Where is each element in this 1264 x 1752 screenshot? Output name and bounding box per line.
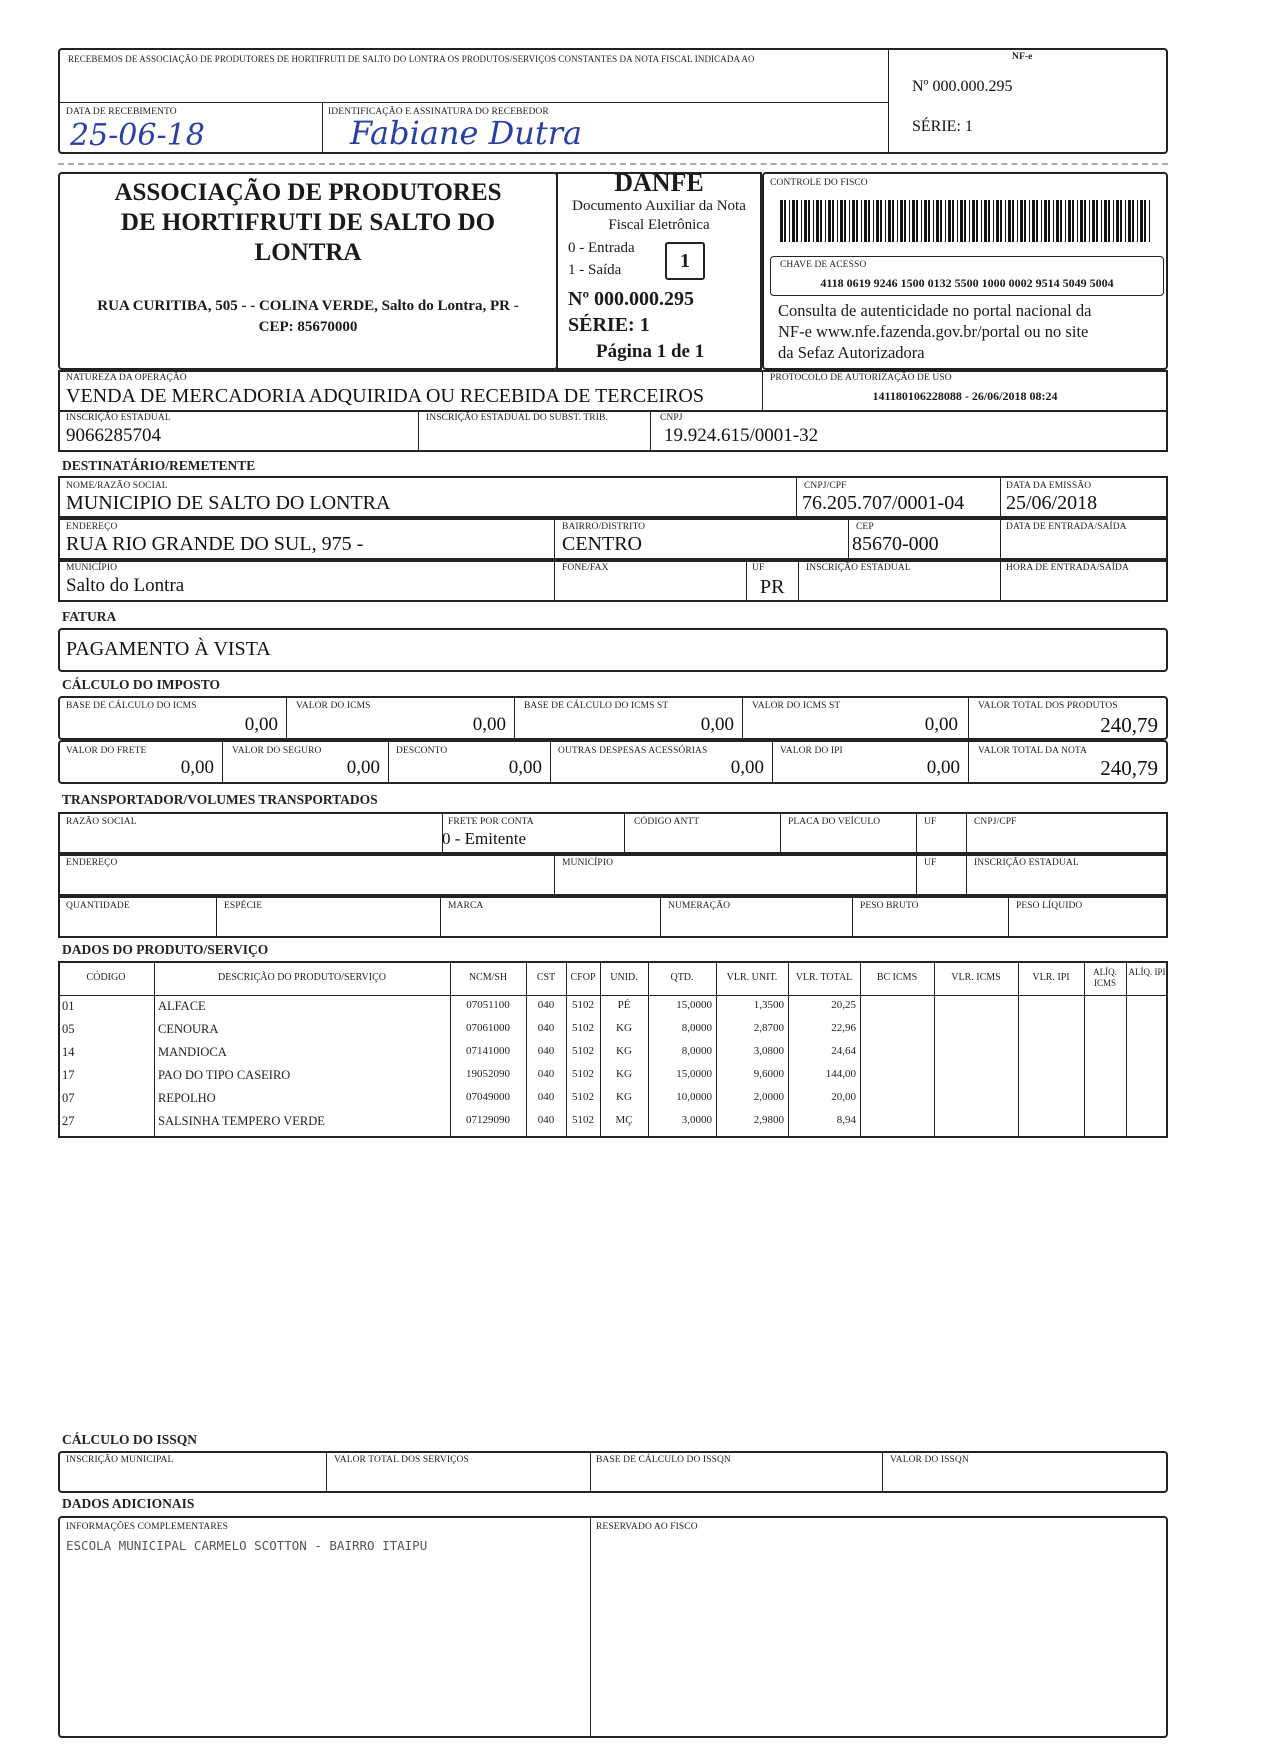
natureza-value: VENDA DE MERCADORIA ADQUIRIDA OU RECEBIDA DE TERCEIROS <box>66 385 704 407</box>
table-header: ALÍQ. IPI <box>1128 967 1166 977</box>
info-value: ESCOLA MUNICIPAL CARMELO SCOTTON - BAIRRO ITAIPU <box>66 1538 428 1553</box>
barcode-bar <box>1032 200 1035 242</box>
table-cell-unit: 2,0000 <box>753 1091 784 1103</box>
barcode-bar <box>1149 200 1150 242</box>
table-cell-cfop: 5102 <box>572 1045 594 1057</box>
barcode-bar <box>1048 200 1050 242</box>
table-cell-unit: 9,6000 <box>753 1068 784 1080</box>
barcode-bar <box>1008 200 1011 242</box>
cnpj-label: CNPJ <box>660 413 683 423</box>
canhoto-numero: Nº 000.000.295 <box>912 78 1013 95</box>
base-icms-st-value: 0,00 <box>700 714 734 735</box>
consulta-text: Consulta de autenticidade no portal nacional da NF-e www.nfe.fazenda.gov.br/portal ou no site da Sefaz Autorizadora <box>778 301 1092 362</box>
dest-nome-label: NOME/RAZÃO SOCIAL <box>66 481 168 491</box>
table-cell-qtd: 15,0000 <box>676 999 712 1011</box>
table-cell-unid: MÇ <box>615 1114 633 1126</box>
barcode-bar <box>1140 200 1143 242</box>
transp-peso-liquido-label: PESO LÍQUIDO <box>1016 901 1083 911</box>
table-header: VLR. IPI <box>1032 972 1070 983</box>
barcode-bar <box>856 200 858 242</box>
barcode-bar <box>820 200 822 242</box>
danfe-title: DANFE <box>614 168 704 197</box>
table-cell-descricao: CENOURA <box>158 1022 219 1036</box>
table-cell-descricao: PAO DO TIPO CASEIRO <box>158 1068 291 1082</box>
issqn-im-label: INSCRIÇÃO MUNICIPAL <box>66 1455 174 1465</box>
table-cell-cfop: 5102 <box>572 1091 594 1103</box>
table-header: VLR. UNIT. <box>726 972 778 983</box>
fatura-section: FATURA <box>62 609 117 624</box>
barcode-bar <box>796 200 798 242</box>
transp-frete-label: FRETE POR CONTA <box>448 817 534 827</box>
table-cell-cst: 040 <box>537 1045 555 1057</box>
barcode-bar <box>1072 200 1074 242</box>
barcode-bar <box>1077 200 1078 242</box>
dest-municipio-label: MUNICÍPIO <box>66 563 118 573</box>
barcode-bar <box>1044 200 1047 242</box>
table-header: VLR. ICMS <box>951 972 1001 983</box>
seguro-label: VALOR DO SEGURO <box>232 746 322 756</box>
table-header: DESCRIÇÃO DO PRODUTO/SERVIÇO <box>218 972 386 983</box>
barcode-bar <box>972 200 975 242</box>
table-cell-total: 24,64 <box>831 1045 856 1057</box>
danfe-numero: Nº 000.000.295 <box>568 288 695 310</box>
desconto-value: 0,00 <box>508 757 542 778</box>
barcode-bar <box>1092 200 1095 242</box>
barcode-bar <box>1005 200 1006 242</box>
table-cell-ncm: 07061000 <box>466 1022 510 1034</box>
barcode-bar <box>1000 200 1002 242</box>
barcode-bar <box>1108 200 1110 242</box>
table-header: CFOP <box>570 972 596 983</box>
barcode-bar <box>936 200 939 242</box>
table-cell-descricao: REPOLHO <box>158 1091 216 1105</box>
barcode-bar <box>1029 200 1030 242</box>
table-cell-unid: KG <box>616 1068 632 1080</box>
table-header: BC ICMS <box>876 972 918 983</box>
table-cell-ncm: 07141000 <box>466 1045 510 1057</box>
barcode-bar <box>993 200 994 242</box>
produtos-section: DADOS DO PRODUTO/SERVIÇO <box>62 942 269 957</box>
barcode-bar <box>933 200 934 242</box>
barcode-bar <box>832 200 834 242</box>
barcode-bar <box>945 200 946 242</box>
total-produtos-label: VALOR TOTAL DOS PRODUTOS <box>978 701 1118 711</box>
barcode-bar <box>924 200 927 242</box>
barcode-bar <box>981 200 982 242</box>
dest-cnpj: 76.205.707/0001-04 <box>802 492 965 514</box>
desconto-label: DESCONTO <box>396 746 448 756</box>
valor-ipi-label: VALOR DO IPI <box>780 746 843 756</box>
total-produtos-value: 240,79 <box>1100 713 1158 737</box>
table-cell-cfop: 5102 <box>572 999 594 1011</box>
reservado-label: RESERVADO AO FISCO <box>596 1522 698 1532</box>
info-label: INFORMAÇÕES COMPLEMENTARES <box>66 1522 229 1532</box>
table-header: CST <box>536 972 556 983</box>
total-nota-label: VALOR TOTAL DA NOTA <box>978 746 1088 756</box>
ie-st-label: INSCRIÇÃO ESTADUAL DO SUBST. TRIB. <box>426 413 608 423</box>
dest-hora-label: HORA DE ENTRADA/SAÍDA <box>1006 563 1129 573</box>
protocolo-label: PROTOCOLO DE AUTORIZAÇÃO DE USO <box>770 373 952 383</box>
valor-icms-st-label: VALOR DO ICMS ST <box>752 701 841 711</box>
barcode-bar <box>1060 200 1062 242</box>
danfe-pagina: Página 1 de 1 <box>596 341 705 362</box>
table-cell-ncm: 19052090 <box>466 1068 510 1080</box>
ie-value: 9066285704 <box>66 425 161 446</box>
data-recebimento-value[interactable]: 25-06-18 <box>70 118 205 153</box>
dest-ie-label: INSCRIÇÃO ESTADUAL <box>806 563 911 573</box>
base-icms-st-label: BASE DE CÁLCULO DO ICMS ST <box>524 701 669 711</box>
assinatura-value[interactable]: Fabiane Dutra <box>350 114 583 152</box>
issqn-valor-label: VALOR DO ISSQN <box>890 1455 969 1465</box>
table-cell-cfop: 5102 <box>572 1068 594 1080</box>
table-cell-ncm: 07129090 <box>466 1114 510 1126</box>
table-cell-unit: 3,0800 <box>753 1045 784 1057</box>
canhoto-serie: SÉRIE: 1 <box>912 118 973 135</box>
barcode-bar <box>885 200 886 242</box>
barcode-bar <box>897 200 898 242</box>
transportador-section: TRANSPORTADOR/VOLUMES TRANSPORTADOS <box>62 792 378 807</box>
table-header: UNID. <box>610 972 638 983</box>
table-cell-unid: KG <box>616 1022 632 1034</box>
dest-endereco-label: ENDEREÇO <box>66 522 118 532</box>
base-icms-label: BASE DE CÁLCULO DO ICMS <box>66 701 197 711</box>
table-cell-codigo: 07 <box>62 1091 75 1105</box>
table-header: ALÍQ. ICMS <box>1093 967 1117 988</box>
table-column-divider <box>716 961 717 1138</box>
barcode-bar <box>912 200 915 242</box>
barcode-bar <box>1101 200 1102 242</box>
issqn-servicos-label: VALOR TOTAL DOS SERVIÇOS <box>334 1455 469 1465</box>
barcode-bar <box>1144 200 1146 242</box>
barcode-bar <box>976 200 978 242</box>
barcode-bar <box>816 200 819 242</box>
table-column-divider <box>1126 961 1127 1138</box>
transp-peso-bruto-label: PESO BRUTO <box>860 901 919 911</box>
barcode-bar <box>1056 200 1059 242</box>
barcode-bar <box>880 200 882 242</box>
barcode-bar <box>876 200 879 242</box>
barcode-bar <box>888 200 891 242</box>
dest-municipio: Salto do Lontra <box>66 575 185 596</box>
barcode-bar <box>789 200 790 242</box>
issqn-base-label: BASE DE CÁLCULO DO ISSQN <box>596 1455 731 1465</box>
table-column-divider <box>450 961 451 1138</box>
table-cell-codigo: 14 <box>62 1045 75 1059</box>
barcode-bar <box>828 200 831 242</box>
barcode-bar <box>916 200 918 242</box>
barcode-bar <box>1137 200 1138 242</box>
outras-despesas-value: 0,00 <box>730 757 764 778</box>
table-cell-qtd: 8,0000 <box>681 1045 712 1057</box>
barcode-bar <box>801 200 802 242</box>
table-cell-qtd: 3,0000 <box>681 1114 712 1126</box>
barcode-bar <box>909 200 910 242</box>
barcode-bar <box>813 200 814 242</box>
table-cell-total: 8,94 <box>836 1114 856 1126</box>
table-cell-codigo: 27 <box>62 1114 75 1128</box>
danfe-subtitle-2: Fiscal Eletrônica <box>608 217 710 233</box>
barcode-bar <box>1017 200 1018 242</box>
danfe-subtitle-1: Documento Auxiliar da Nota <box>572 198 746 214</box>
valor-icms-label: VALOR DO ICMS <box>296 701 371 711</box>
barcode-bar <box>1024 200 1026 242</box>
table-column-divider <box>566 961 567 1138</box>
dest-uf: PR <box>760 576 785 598</box>
table-cell-descricao: MANDIOCA <box>158 1045 227 1059</box>
table-cell-unid: KG <box>616 1091 632 1103</box>
controle-fisco-label: CONTROLE DO FISCO <box>770 178 868 188</box>
transp-antt-label: CÓDIGO ANTT <box>634 817 700 827</box>
valor-ipi-value: 0,00 <box>926 757 960 778</box>
transp-frete: 0 - Emitente <box>442 829 527 848</box>
transp-municipio-label: MUNICÍPIO <box>562 858 614 868</box>
issqn-section: CÁLCULO DO ISSQN <box>62 1432 198 1447</box>
dest-entrada-label: DATA DE ENTRADA/SAÍDA <box>1006 522 1127 532</box>
barcode-bar <box>892 200 894 242</box>
transp-razao-label: RAZÃO SOCIAL <box>66 817 137 827</box>
table-header: NCM/SH <box>468 972 508 983</box>
barcode-bar <box>960 200 963 242</box>
barcode-bar <box>861 200 862 242</box>
table-column-divider <box>934 961 935 1138</box>
table-cell-codigo: 17 <box>62 1068 75 1082</box>
barcode-bar <box>780 200 783 242</box>
ie-label: INSCRIÇÃO ESTADUAL <box>66 413 171 423</box>
transp-especie-label: ESPÉCIE <box>224 901 263 911</box>
protocolo-value: 141180106228088 - 26/06/2018 08:24 <box>872 389 1058 403</box>
valor-icms-st-value: 0,00 <box>924 714 958 735</box>
emitente-endereco: RUA CURITIBA, 505 - - COLINA VERDE, Salto do Lontra, PR - CEP: 85670000 <box>97 298 519 335</box>
table-column-divider <box>154 961 155 1138</box>
barcode-bar <box>792 200 795 242</box>
barcode-bar <box>840 200 843 242</box>
table-cell-codigo: 01 <box>62 999 75 1013</box>
dest-uf-label: UF <box>752 563 765 573</box>
barcode-bar <box>1125 200 1126 242</box>
barcode-bar <box>852 200 855 242</box>
table-header: CÓDIGO <box>86 972 126 983</box>
chave-value: 4118 0619 9246 1500 0132 5500 1000 0002 9514 5049 5004 <box>820 276 1114 290</box>
table-column-divider <box>526 961 527 1138</box>
barcode-bar <box>1065 200 1066 242</box>
transp-uf-label: UF <box>924 817 937 827</box>
assinatura-label: IDENTIFICAÇÃO E ASSINATURA DO RECEBEDOR <box>328 107 549 117</box>
table-column-divider <box>788 961 789 1138</box>
dest-bairro-label: BAIRRO/DISTRITO <box>562 522 646 532</box>
barcode-bar <box>996 200 999 242</box>
barcode-bar <box>1036 200 1038 242</box>
fatura-value: PAGAMENTO À VISTA <box>66 638 271 660</box>
outras-despesas-label: OUTRAS DESPESAS ACESSÓRIAS <box>558 746 708 756</box>
table-cell-descricao: SALSINHA TEMPERO VERDE <box>158 1114 325 1128</box>
barcode-bar <box>1120 200 1122 242</box>
transp-endereco-label: ENDEREÇO <box>66 858 118 868</box>
table-column-divider <box>860 961 861 1138</box>
table-cell-cst: 040 <box>537 1114 555 1126</box>
barcode-bar <box>969 200 970 242</box>
barcode-bar <box>1012 200 1014 242</box>
table-cell-unid: PÉ <box>617 999 631 1011</box>
imposto-section: CÁLCULO DO IMPOSTO <box>62 677 221 692</box>
data-recebimento-label: DATA DE RECEBIMENTO <box>66 107 177 117</box>
dest-emissao-label: DATA DA EMISSÃO <box>1006 481 1092 491</box>
table-column-divider <box>648 961 649 1138</box>
danfe-tipo: 1 <box>665 242 705 280</box>
seguro-value: 0,00 <box>346 757 380 778</box>
valor-icms-value: 0,00 <box>472 714 506 735</box>
dest-nome: MUNICIPIO DE SALTO DO LONTRA <box>66 492 391 514</box>
transp-ie-label: INSCRIÇÃO ESTADUAL <box>974 858 1079 868</box>
barcode-bar <box>1020 200 1023 242</box>
ie-box <box>58 410 1168 452</box>
canhoto-nfe-label: NF-e <box>1012 52 1033 62</box>
barcode-bar <box>1041 200 1042 242</box>
barcode-bar <box>1128 200 1131 242</box>
table-cell-total: 22,96 <box>831 1022 856 1034</box>
frete-label: VALOR DO FRETE <box>66 746 147 756</box>
table-cell-qtd: 15,0000 <box>676 1068 712 1080</box>
table-cell-descricao: ALFACE <box>158 999 206 1013</box>
table-cell-total: 144,00 <box>825 1068 856 1080</box>
danfe-saida: 1 - Saída <box>568 262 622 278</box>
transp-quantidade-label: QUANTIDADE <box>66 901 130 911</box>
barcode-bar <box>873 200 874 242</box>
barcode-bar <box>900 200 903 242</box>
barcode-bar <box>957 200 958 242</box>
table-cell-total: 20,00 <box>831 1091 856 1103</box>
total-nota-value: 240,79 <box>1100 756 1158 780</box>
transp-placa-label: PLACA DO VEÍCULO <box>788 817 881 827</box>
transp-cnpj-label: CNPJ/CPF <box>974 817 1017 827</box>
barcode-bar <box>988 200 990 242</box>
barcode-bar <box>1080 200 1083 242</box>
transp-uf2-label: UF <box>924 858 937 868</box>
table-column-divider <box>600 961 601 1138</box>
barcode-bar <box>1089 200 1090 242</box>
table-column-divider <box>1018 961 1019 1138</box>
table-cell-qtd: 8,0000 <box>681 1022 712 1034</box>
barcode-bar <box>904 200 906 242</box>
dest-fone-label: FONE/FAX <box>562 563 609 573</box>
transp-marca-label: MARCA <box>448 901 484 911</box>
adicionais-section: DADOS ADICIONAIS <box>62 1496 195 1511</box>
table-cell-codigo: 05 <box>62 1022 75 1036</box>
barcode-bar <box>1053 200 1054 242</box>
table-cell-cst: 040 <box>537 1091 555 1103</box>
chave-label: CHAVE DE ACESSO <box>780 260 867 270</box>
barcode-bar <box>825 200 826 242</box>
dest-cep-label: CEP <box>856 522 874 532</box>
dest-bairro: CENTRO <box>562 533 642 555</box>
barcode-bar <box>1096 200 1098 242</box>
barcode-bar <box>808 200 810 242</box>
danfe-serie: SÉRIE: 1 <box>568 314 650 336</box>
table-cell-unit: 2,8700 <box>753 1022 784 1034</box>
table-cell-unit: 2,9800 <box>753 1114 784 1126</box>
table-cell-unit: 1,3500 <box>753 999 784 1011</box>
transp-numeracao-label: NUMERAÇÃO <box>668 901 731 911</box>
barcode-bar <box>1068 200 1071 242</box>
dest-cnpj-label: CNPJ/CPF <box>804 481 847 491</box>
barcode-bar <box>952 200 954 242</box>
table-cell-total: 20,25 <box>831 999 856 1011</box>
dest-endereco: RUA RIO GRANDE DO SUL, 975 - <box>66 533 364 555</box>
frete-value: 0,00 <box>180 757 214 778</box>
table-cell-ncm: 07051100 <box>466 999 510 1011</box>
danfe-entrada: 0 - Entrada <box>568 240 635 256</box>
barcode-bar <box>864 200 867 242</box>
barcode-bar <box>837 200 838 242</box>
barcode-bar <box>804 200 807 242</box>
barcode-bar <box>1104 200 1107 242</box>
barcode-bar <box>984 200 987 242</box>
barcode-bar <box>849 200 850 242</box>
barcode-bar <box>921 200 922 242</box>
table-header: QTD. <box>670 972 694 983</box>
barcode-bar <box>1116 200 1119 242</box>
barcode-bar <box>868 200 870 242</box>
destinatario-section: DESTINATÁRIO/REMETENTE <box>62 458 256 473</box>
table-cell-cst: 040 <box>537 1068 555 1080</box>
barcode-bar <box>1084 200 1086 242</box>
emitente-nome: ASSOCIAÇÃO DE PRODUTORES DE HORTIFRUTI DE SALTO DO LONTRA <box>114 179 502 266</box>
barcode-bar <box>940 200 942 242</box>
receipt-text: RECEBEMOS DE ASSOCIAÇÃO DE PRODUTORES DE HORTIFRUTI DE SALTO DO LONTRA OS PRODUTOS/SERVIÇOS CONSTANTES DA NOTA FISCAL INDICADA AO <box>68 54 755 64</box>
barcode-bar <box>844 200 846 242</box>
barcode <box>780 200 1152 242</box>
table-cell-cst: 040 <box>537 999 555 1011</box>
table-cell-cfop: 5102 <box>572 1022 594 1034</box>
table-cell-qtd: 10,0000 <box>676 1091 712 1103</box>
dest-cep: 85670-000 <box>852 533 939 555</box>
destinatario-row3 <box>58 560 1168 602</box>
table-cell-cst: 040 <box>537 1022 555 1034</box>
barcode-bar <box>1113 200 1114 242</box>
natureza-label: NATUREZA DA OPERAÇÃO <box>66 373 187 383</box>
table-header: VLR. TOTAL <box>795 972 853 983</box>
cnpj-value: 19.924.615/0001-32 <box>664 425 819 446</box>
barcode-bar <box>784 200 786 242</box>
barcode-bar <box>1132 200 1134 242</box>
cut-line <box>58 163 1168 165</box>
barcode-bar <box>948 200 951 242</box>
base-icms-value: 0,00 <box>244 714 278 735</box>
table-cell-unid: KG <box>616 1045 632 1057</box>
barcode-bar <box>964 200 966 242</box>
table-cell-ncm: 07049000 <box>466 1091 510 1103</box>
dest-emissao: 25/06/2018 <box>1006 492 1098 514</box>
barcode-bar <box>928 200 930 242</box>
table-cell-cfop: 5102 <box>572 1114 594 1126</box>
